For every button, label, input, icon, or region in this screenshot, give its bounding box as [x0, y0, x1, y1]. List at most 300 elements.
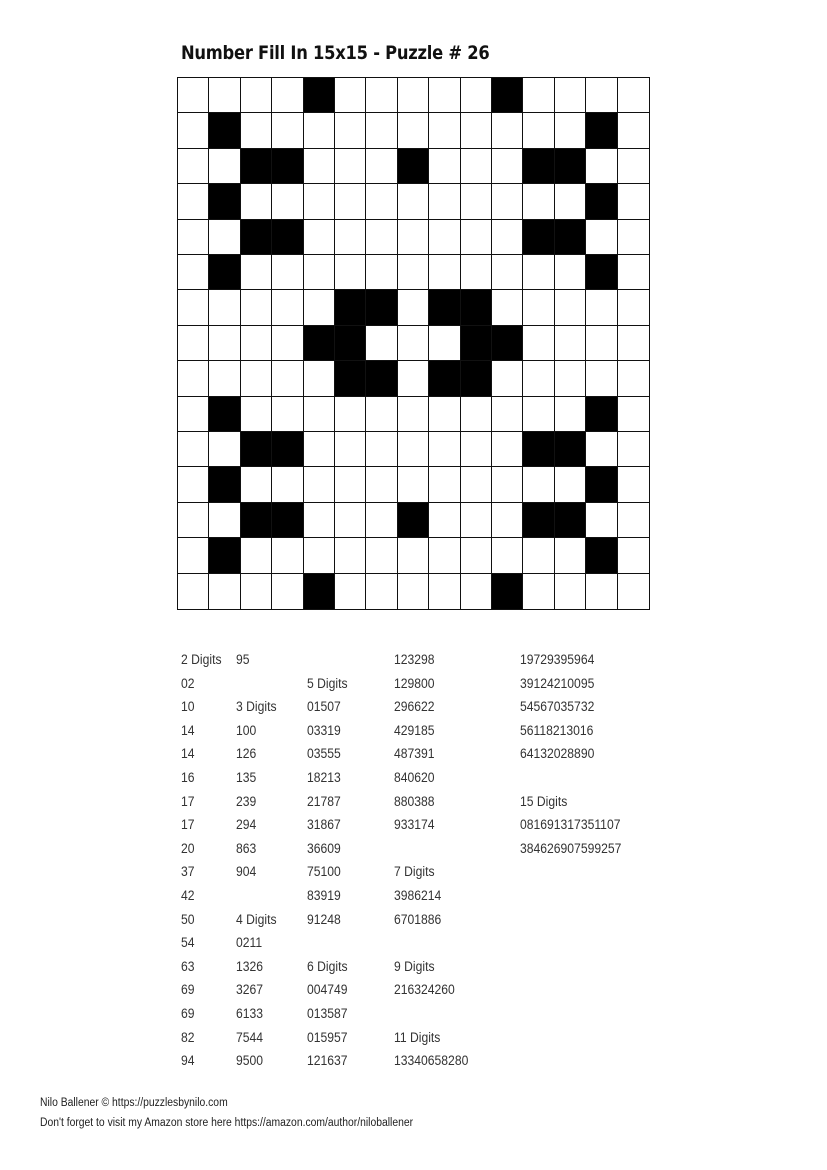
grid-cell[interactable] [366, 113, 397, 148]
grid-cell[interactable] [178, 220, 209, 255]
grid-cell[interactable] [209, 326, 240, 361]
grid-cell-black [209, 397, 240, 432]
grid-cell[interactable] [398, 113, 429, 148]
grid-cell[interactable] [398, 467, 429, 502]
grid-cell-black [523, 503, 554, 538]
grid-cell[interactable] [335, 538, 366, 573]
word-list-entry: 02 [181, 675, 195, 691]
grid-cell[interactable] [241, 538, 272, 573]
grid-cell[interactable] [492, 538, 523, 573]
grid-cell[interactable] [523, 326, 554, 361]
grid-cell[interactable] [272, 113, 303, 148]
grid-cell[interactable] [241, 113, 272, 148]
grid-cell[interactable] [429, 503, 460, 538]
grid-cell[interactable] [272, 361, 303, 396]
grid-cell-black [461, 361, 492, 396]
grid-cell[interactable] [272, 574, 303, 609]
grid-cell[interactable] [555, 538, 586, 573]
grid-cell[interactable] [366, 78, 397, 113]
word-list-entry [394, 837, 468, 861]
grid-cell[interactable] [492, 255, 523, 290]
word-list-heading: 5 Digits [307, 675, 348, 691]
word-list-column-2 [236, 648, 281, 1073]
grid-cell[interactable] [461, 113, 492, 148]
grid-cell[interactable] [523, 538, 554, 573]
word-list-entry [307, 931, 348, 955]
word-list-entry: 95 [236, 652, 250, 667]
word-list-entry: 39124210095 [520, 675, 595, 691]
grid-cell[interactable] [398, 326, 429, 361]
grid-cell-black [398, 149, 429, 184]
word-list-entry: 13340658280 [394, 1053, 469, 1069]
grid-cell[interactable] [586, 432, 617, 467]
grid-cell[interactable] [492, 149, 523, 184]
grid-cell-black [335, 326, 366, 361]
grid-cell[interactable] [429, 397, 460, 432]
grid-cell[interactable] [241, 184, 272, 219]
grid-cell-black [304, 326, 335, 361]
grid-cell[interactable] [398, 255, 429, 290]
grid-cell-black [304, 574, 335, 609]
grid-cell[interactable] [272, 467, 303, 502]
word-list-heading: 4 Digits [236, 911, 277, 927]
grid-cell[interactable] [618, 255, 649, 290]
word-list-column-1 [181, 648, 226, 1073]
grid-cell[interactable] [586, 220, 617, 255]
grid-cell[interactable] [335, 220, 366, 255]
word-list-entry: 94 [181, 1053, 195, 1069]
grid-cell[interactable] [241, 255, 272, 290]
grid-cell[interactable] [335, 78, 366, 113]
grid-cell[interactable] [366, 220, 397, 255]
grid-cell[interactable] [429, 432, 460, 467]
grid-cell[interactable] [461, 184, 492, 219]
word-list-entry: 121637 [307, 1053, 348, 1069]
word-list-entry: 31867 [307, 817, 341, 833]
footer-credit: Nilo Ballener © https://puzzlesbynilo.com [40, 1097, 228, 1109]
grid-cell-black [241, 432, 272, 467]
word-list-entry [307, 648, 348, 672]
grid-cell[interactable] [335, 503, 366, 538]
grid-cell[interactable] [523, 397, 554, 432]
grid-cell[interactable] [178, 538, 209, 573]
grid-cell[interactable] [492, 467, 523, 502]
grid-cell[interactable] [618, 78, 649, 113]
grid-cell[interactable] [272, 78, 303, 113]
word-list-heading: 15 Digits [520, 793, 568, 809]
grid-cell[interactable] [366, 184, 397, 219]
grid-cell[interactable] [366, 255, 397, 290]
grid-cell[interactable] [555, 78, 586, 113]
word-list-heading: 3 Digits [236, 699, 277, 715]
grid-cell[interactable] [492, 184, 523, 219]
grid-cell[interactable] [618, 149, 649, 184]
grid-cell[interactable] [209, 361, 240, 396]
grid-cell[interactable] [272, 255, 303, 290]
grid-cell[interactable] [398, 361, 429, 396]
grid-cell[interactable] [555, 326, 586, 361]
grid-cell-black [586, 467, 617, 502]
word-list-entry: 69 [181, 982, 195, 998]
word-list-entry: 37 [181, 864, 195, 880]
word-list-entry [394, 1002, 468, 1026]
grid-cell[interactable] [304, 220, 335, 255]
grid-cell-black [209, 538, 240, 573]
grid-cell[interactable] [366, 538, 397, 573]
word-list-entry: 933174 [394, 817, 435, 833]
grid-cell[interactable] [335, 113, 366, 148]
word-list-entry [394, 931, 468, 955]
grid-cell[interactable] [523, 255, 554, 290]
word-list-entry: 100 [236, 722, 257, 738]
grid-cell-black [209, 467, 240, 502]
word-list-entry: 7544 [236, 1029, 264, 1045]
word-list-entry: 20 [181, 840, 195, 856]
word-list-column-4 [394, 648, 477, 1073]
grid-cell[interactable] [304, 432, 335, 467]
word-list-entry: 840620 [394, 769, 435, 785]
word-list-entry: 83919 [307, 887, 341, 903]
grid-cell-black [492, 326, 523, 361]
grid-cell[interactable] [492, 361, 523, 396]
grid-cell[interactable] [178, 432, 209, 467]
grid-cell[interactable] [555, 255, 586, 290]
grid-cell[interactable] [523, 184, 554, 219]
grid-cell-black [304, 78, 335, 113]
grid-cell[interactable] [555, 467, 586, 502]
grid-cell[interactable] [492, 290, 523, 325]
word-list-entry: 50 [181, 911, 195, 927]
word-list-entry: 296622 [394, 699, 435, 715]
grid-cell[interactable] [461, 255, 492, 290]
grid-cell[interactable] [523, 113, 554, 148]
grid-cell[interactable] [398, 290, 429, 325]
grid-cell[interactable] [241, 78, 272, 113]
grid-cell[interactable] [335, 255, 366, 290]
grid-cell[interactable] [523, 361, 554, 396]
word-list-entry: 3267 [236, 982, 264, 998]
grid-cell[interactable] [178, 255, 209, 290]
grid-cell-black [492, 574, 523, 609]
grid-cell[interactable] [335, 184, 366, 219]
grid-cell[interactable] [586, 290, 617, 325]
word-list-entry: 10 [181, 699, 195, 715]
grid-cell[interactable] [304, 467, 335, 502]
word-list-column-5 [520, 648, 633, 860]
grid-cell-black [586, 538, 617, 573]
grid-cell[interactable] [304, 113, 335, 148]
grid-cell[interactable] [492, 432, 523, 467]
word-list-entry: 03555 [307, 746, 341, 762]
grid-cell[interactable] [492, 220, 523, 255]
grid-cell[interactable] [335, 432, 366, 467]
grid-cell[interactable] [461, 432, 492, 467]
grid-cell[interactable] [618, 538, 649, 573]
word-list-column-3 [307, 648, 352, 1073]
grid-cell[interactable] [461, 538, 492, 573]
grid-cell[interactable] [241, 397, 272, 432]
word-list-entry: 03319 [307, 722, 341, 738]
grid-cell[interactable] [492, 503, 523, 538]
grid-cell[interactable] [429, 574, 460, 609]
grid-cell[interactable] [209, 78, 240, 113]
word-list-entry: 015957 [307, 1029, 348, 1045]
grid-cell[interactable] [366, 397, 397, 432]
grid-cell[interactable] [523, 78, 554, 113]
grid-cell-black [586, 255, 617, 290]
word-list-entry: 123298 [394, 652, 435, 667]
word-list-entry: 69 [181, 1005, 195, 1021]
grid-cell-black [555, 503, 586, 538]
grid-cell[interactable] [209, 574, 240, 609]
word-list-entry: 129800 [394, 675, 435, 691]
grid-cell[interactable] [241, 574, 272, 609]
word-list-heading: 2 Digits [181, 652, 222, 667]
grid-cell[interactable] [461, 503, 492, 538]
grid-cell-black [586, 113, 617, 148]
grid-cell-black [586, 184, 617, 219]
grid-cell[interactable] [429, 467, 460, 502]
word-list-entry: 54 [181, 935, 195, 951]
grid-cell[interactable] [178, 326, 209, 361]
grid-cell[interactable] [461, 574, 492, 609]
grid-cell-black [366, 361, 397, 396]
grid-cell[interactable] [461, 467, 492, 502]
word-list-entry: 54567035732 [520, 699, 595, 715]
word-list-entry: 904 [236, 864, 257, 880]
grid-cell[interactable] [618, 290, 649, 325]
grid-cell[interactable] [335, 574, 366, 609]
grid-cell-black [555, 149, 586, 184]
grid-cell[interactable] [618, 220, 649, 255]
grid-cell-black [209, 184, 240, 219]
word-list-entry: 17 [181, 793, 195, 809]
word-list-entry: 239 [236, 793, 257, 809]
grid-cell[interactable] [178, 361, 209, 396]
word-list-entry: 91248 [307, 911, 341, 927]
grid-cell[interactable] [241, 290, 272, 325]
grid-cell[interactable] [555, 574, 586, 609]
grid-cell[interactable] [209, 503, 240, 538]
grid-cell[interactable] [398, 432, 429, 467]
grid-cell[interactable] [178, 113, 209, 148]
word-list-entry: 64132028890 [520, 746, 595, 762]
word-list-entry: 216324260 [394, 982, 455, 998]
grid-cell[interactable] [398, 220, 429, 255]
grid-cell[interactable] [429, 113, 460, 148]
grid-cell-black [272, 432, 303, 467]
grid-cell[interactable] [272, 538, 303, 573]
grid-cell[interactable] [586, 78, 617, 113]
word-list-entry: 135 [236, 769, 257, 785]
grid-cell-black [461, 290, 492, 325]
grid-cell[interactable] [523, 290, 554, 325]
word-list-heading: 11 Digits [394, 1029, 441, 1045]
word-list-entry: 82 [181, 1029, 195, 1045]
grid-cell[interactable] [398, 397, 429, 432]
word-list-entry: 429185 [394, 722, 435, 738]
grid-cell[interactable] [178, 574, 209, 609]
grid-cell-black [209, 255, 240, 290]
grid-cell[interactable] [272, 184, 303, 219]
grid-cell[interactable] [241, 361, 272, 396]
grid-cell[interactable] [618, 503, 649, 538]
grid-cell[interactable] [461, 397, 492, 432]
grid-cell[interactable] [209, 149, 240, 184]
word-list-entry: 6133 [236, 1005, 264, 1021]
grid-cell[interactable] [178, 503, 209, 538]
grid-cell[interactable] [209, 432, 240, 467]
word-list-entry: 36609 [307, 840, 341, 856]
grid-cell-black [461, 326, 492, 361]
grid-cell[interactable] [272, 397, 303, 432]
grid-cell[interactable] [241, 326, 272, 361]
grid-cell-black [241, 220, 272, 255]
grid-cell[interactable] [492, 113, 523, 148]
footer-amazon-note: Don't forget to visit my Amazon store here https://amazon.com/author/niloballener [40, 1117, 414, 1129]
grid-cell-black [429, 361, 460, 396]
grid-cell[interactable] [366, 467, 397, 502]
grid-cell[interactable] [555, 184, 586, 219]
grid-cell[interactable] [304, 361, 335, 396]
grid-cell[interactable] [429, 538, 460, 573]
grid-cell-black [555, 220, 586, 255]
word-list-entry: 004749 [307, 982, 348, 998]
grid-cell[interactable] [586, 149, 617, 184]
grid-cell-black [429, 290, 460, 325]
grid-cell[interactable] [555, 113, 586, 148]
word-list-heading: 9 Digits [394, 958, 435, 974]
grid-cell-black [241, 503, 272, 538]
word-list-entry: 21787 [307, 793, 341, 809]
grid-cell-black [241, 149, 272, 184]
word-list-entry: 880388 [394, 793, 435, 809]
grid-cell[interactable] [398, 538, 429, 573]
grid-cell[interactable] [209, 290, 240, 325]
grid-cell[interactable] [304, 397, 335, 432]
grid-cell[interactable] [398, 574, 429, 609]
grid-cell-black [398, 503, 429, 538]
grid-cell[interactable] [178, 397, 209, 432]
grid-cell[interactable] [398, 184, 429, 219]
word-list-entry: 863 [236, 840, 257, 856]
grid-cell-black [492, 78, 523, 113]
word-list-heading: 6 Digits [307, 958, 348, 974]
word-list-entry: 487391 [394, 746, 435, 762]
grid-cell[interactable] [461, 149, 492, 184]
grid-cell[interactable] [586, 361, 617, 396]
word-list-entry: 75100 [307, 864, 341, 880]
grid-cell-black [586, 397, 617, 432]
grid-cell[interactable] [618, 574, 649, 609]
word-list-entry: 56118213016 [520, 722, 594, 738]
grid-cell[interactable] [366, 326, 397, 361]
word-list-entry: 3986214 [394, 887, 442, 903]
grid-cell[interactable] [304, 184, 335, 219]
grid-cell[interactable] [304, 538, 335, 573]
word-list-entry [520, 766, 621, 790]
grid-cell-black [272, 149, 303, 184]
grid-cell[interactable] [586, 574, 617, 609]
grid-cell[interactable] [492, 397, 523, 432]
grid-cell-black [209, 113, 240, 148]
grid-cell[interactable] [618, 397, 649, 432]
grid-cell[interactable] [429, 255, 460, 290]
grid-cell[interactable] [272, 290, 303, 325]
grid-cell[interactable] [304, 503, 335, 538]
grid-cell-black [523, 432, 554, 467]
word-list-heading: 7 Digits [394, 864, 435, 880]
grid-cell[interactable] [618, 361, 649, 396]
grid-cell[interactable] [618, 432, 649, 467]
grid-cell[interactable] [178, 290, 209, 325]
word-list-entry: 14 [181, 722, 195, 738]
grid-cell[interactable] [555, 290, 586, 325]
puzzle-title: Number Fill In 15x15 - Puzzle # 26 [181, 42, 490, 64]
grid-cell[interactable] [366, 503, 397, 538]
grid-cell-black [523, 149, 554, 184]
grid-cell[interactable] [429, 326, 460, 361]
word-list-entry [236, 884, 277, 908]
grid-cell[interactable] [555, 361, 586, 396]
grid-cell-black [272, 220, 303, 255]
grid-cell[interactable] [366, 574, 397, 609]
grid-cell-black [335, 361, 366, 396]
grid-cell[interactable] [335, 149, 366, 184]
grid-cell[interactable] [429, 220, 460, 255]
grid-cell[interactable] [178, 467, 209, 502]
grid-cell[interactable] [618, 113, 649, 148]
grid-cell[interactable] [618, 467, 649, 502]
grid-cell[interactable] [523, 574, 554, 609]
grid-cell[interactable] [241, 467, 272, 502]
grid-cell[interactable] [178, 78, 209, 113]
grid-cell[interactable] [335, 397, 366, 432]
grid-cell[interactable] [272, 326, 303, 361]
grid-cell[interactable] [398, 78, 429, 113]
grid-cell[interactable] [586, 503, 617, 538]
grid-cell[interactable] [178, 184, 209, 219]
grid-cell[interactable] [304, 290, 335, 325]
word-list-entry: 081691317351107 [520, 817, 621, 833]
grid-cell[interactable] [461, 220, 492, 255]
grid-cell[interactable] [429, 184, 460, 219]
grid-cell-black [335, 290, 366, 325]
grid-cell[interactable] [304, 149, 335, 184]
grid-cell[interactable] [618, 326, 649, 361]
grid-cell-black [366, 290, 397, 325]
grid-cell[interactable] [429, 78, 460, 113]
puzzle-grid [177, 77, 650, 610]
word-list-entry: 1326 [236, 958, 264, 974]
word-list-entry: 294 [236, 817, 257, 833]
grid-cell[interactable] [178, 149, 209, 184]
grid-cell[interactable] [461, 78, 492, 113]
grid-cell[interactable] [366, 432, 397, 467]
grid-cell[interactable] [555, 397, 586, 432]
word-list-entry [236, 672, 277, 696]
word-list-entry: 0211 [236, 935, 263, 951]
grid-cell[interactable] [209, 220, 240, 255]
grid-cell[interactable] [304, 255, 335, 290]
grid-cell[interactable] [586, 326, 617, 361]
grid-cell[interactable] [366, 149, 397, 184]
grid-cell[interactable] [429, 149, 460, 184]
grid-cell[interactable] [618, 184, 649, 219]
grid-cell[interactable] [335, 467, 366, 502]
word-list-entry: 384626907599257 [520, 840, 622, 856]
grid-cell[interactable] [523, 467, 554, 502]
